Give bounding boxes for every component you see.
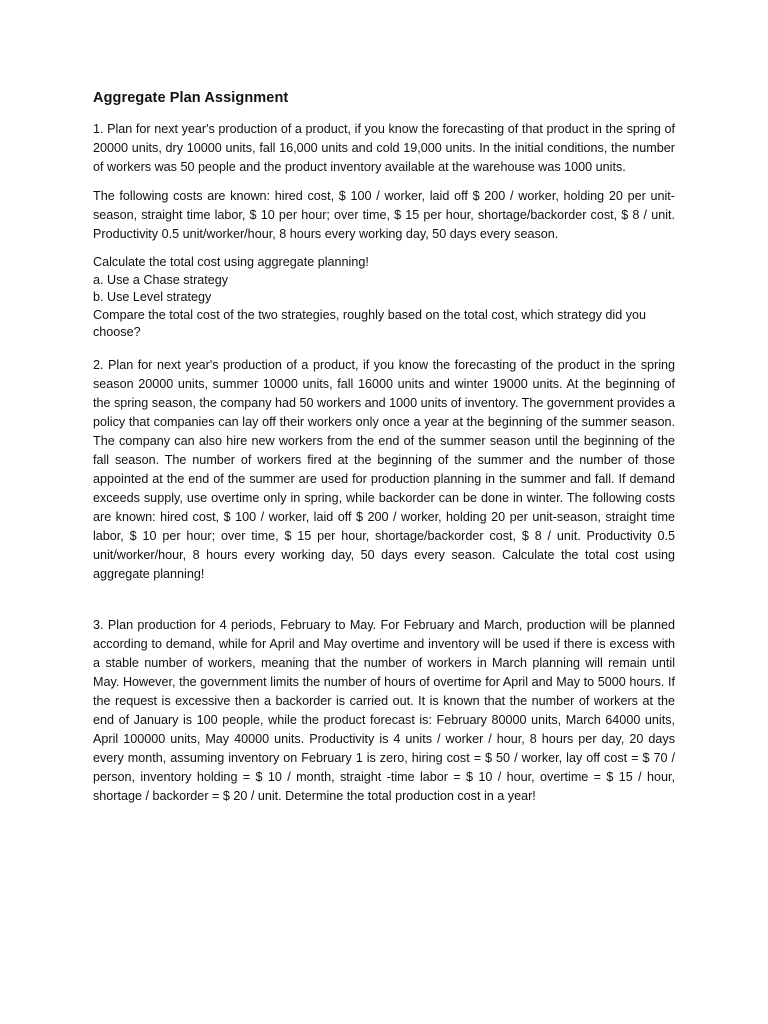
question-1-costs-paragraph: The following costs are known: hired cost, $ 100 / worker, laid off $ 200 / worker, holding 20 per unit-season, straight time labor, $ 10 per hour; over time, $ 15 per hour, shortage/backorder cost, $ 8 / unit. Productivity 0.5 unit/worker/hour, 8 hours every working day, 50 days every season.	[93, 189, 675, 241]
question-1-instructions	[93, 254, 675, 342]
question-2-paragraph: 2. Plan for next year's production of a product, if you know the forecasting of the product in the spring season 20000 units, summer 10000 units, fall 16000 units and winter 19000 units. At the beginning of the spring season, the company had 50 workers and 1000 units of inventory. The government provides a policy that companies can lay off their workers only once a year at the beginning of the summer season. The company can also hire new workers from the end of the summer season until the beginning of the fall season. The number of workers fired at the beginning of the summer and the number of those appointed at the end of the summer are used for production planning in the summer and fall. If demand exceeds supply, use overtime only in spring, while backorder can be done in winter. The following costs are known: hired cost, $ 100 / worker, laid off $ 200 / worker, holding 20 per unit-season, straight time labor, $ 10 per hour; over time, $ 15 per hour, shortage/backorder cost, $ 8 / unit. Productivity 0.5 unit/worker/hour, 8 hours every working day, 50 days every season. Calculate the total cost using aggregate planning!	[93, 357, 675, 581]
instruction-line: Calculate the total cost using aggregate planning!	[93, 255, 369, 269]
question-3-paragraph: 3. Plan production for 4 periods, February to May. For February and March, production will be planned according to demand, while for April and May overtime and inventory will be used if there is excess with a stable number of workers, meaning that the number of workers in March planning will remain until May. However, the government limits the number of hours of overtime for April and May to 5000 hours. If the request is excessive then a backorder is carried out. It is known that the number of workers at the end of January is 100 people, while the product forecast is: February 80000 units, March 64000 units, April 100000 units, May 40000 units. Productivity is 4 units / worker / hour, 8 hours per day, 20 days every month, assuming inventory on February 1 is zero, hiring cost = $ 50 / worker, lay off cost = $ 70 / person, inventory holding = $ 10 / month, straight -time labor = $ 10 / hour, overtime = $ 15 / hour, shortage / backorder = $ 20 / unit. Determine the total production cost in a year!	[93, 617, 675, 803]
instruction-line: a. Use a Chase strategy	[93, 272, 229, 287]
document-title: Aggregate Plan Assignment	[93, 90, 289, 106]
question-1-paragraph: 1. Plan for next year's production of a product, if you know the forecasting of that product in the spring of 20000 units, dry 10000 units, fall 16,000 units and cold 19,000 units. In the initial conditions, the number of workers was 50 people and the product inventory available at the warehouse was 1000 units.	[93, 122, 675, 174]
document-page	[93, 88, 675, 806]
instruction-line: Compare the total cost of the two strategies, roughly based on the total cost, which strategy did you choose?	[93, 307, 647, 339]
instruction-line: b. Use Level strategy	[93, 290, 212, 304]
